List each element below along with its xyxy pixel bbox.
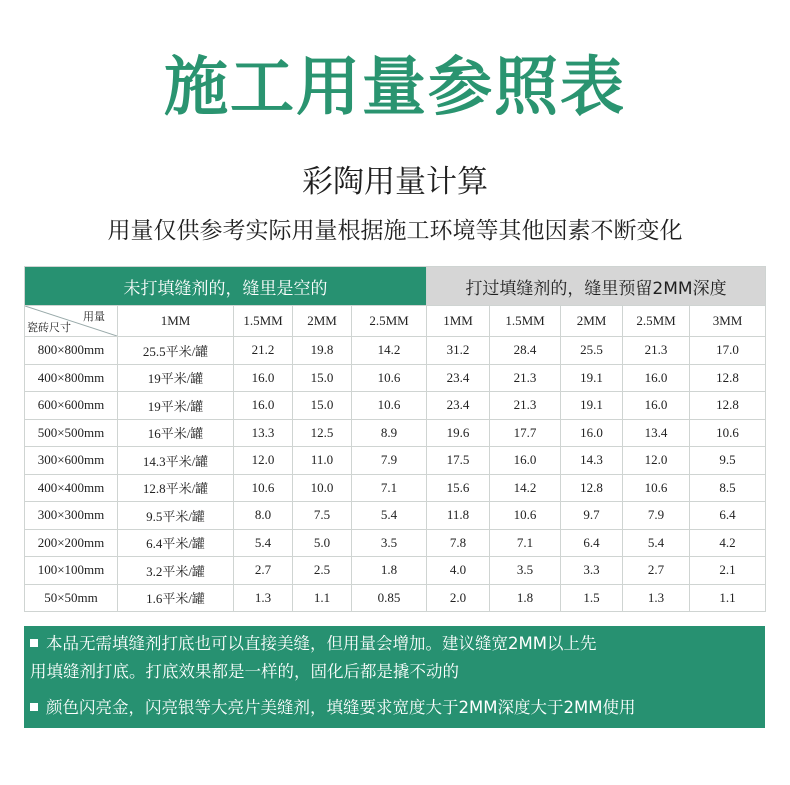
value-cell: 19.1 bbox=[561, 364, 623, 392]
disclaimer-text: 用量仅供参考实际用量根据施工环境等其他因素不断变化 bbox=[107, 218, 683, 244]
value-cell: 16平米/罐 bbox=[118, 419, 234, 447]
value-cell: 1.8 bbox=[490, 584, 561, 612]
corner-label-tile-size: 瓷砖尺寸 bbox=[27, 321, 71, 334]
value-cell: 19.6 bbox=[427, 419, 490, 447]
value-cell: 19平米/罐 bbox=[118, 364, 234, 392]
tile-size-cell: 50×50mm bbox=[25, 584, 118, 612]
notes-panel bbox=[24, 626, 765, 728]
note-text: 本品无需填缝剂打底也可以直接美缝，但用量会增加。建议缝宽2MM以上先 bbox=[46, 634, 597, 653]
value-cell: 1.8 bbox=[352, 557, 427, 585]
value-cell: 19.8 bbox=[293, 337, 352, 365]
column-header-row bbox=[25, 306, 766, 337]
note-item bbox=[30, 694, 635, 722]
value-cell: 15.6 bbox=[427, 474, 490, 502]
value-cell: 7.1 bbox=[352, 474, 427, 502]
value-cell: 3.5 bbox=[490, 557, 561, 585]
value-cell: 15.0 bbox=[293, 392, 352, 420]
value-cell: 25.5平米/罐 bbox=[118, 337, 234, 365]
tile-size-cell: 600×600mm bbox=[25, 392, 118, 420]
corner-label-usage: 用量 bbox=[83, 310, 105, 323]
value-cell: 1.5 bbox=[561, 584, 623, 612]
value-cell: 17.5 bbox=[427, 447, 490, 475]
value-cell: 1.1 bbox=[293, 584, 352, 612]
value-cell: 6.4平米/罐 bbox=[118, 529, 234, 557]
value-cell: 6.4 bbox=[690, 502, 766, 530]
value-cell: 7.9 bbox=[623, 502, 690, 530]
value-cell: 21.3 bbox=[490, 364, 561, 392]
value-cell: 12.5 bbox=[293, 419, 352, 447]
value-cell: 21.3 bbox=[490, 392, 561, 420]
value-cell: 10.0 bbox=[293, 474, 352, 502]
value-cell: 19平米/罐 bbox=[118, 392, 234, 420]
value-cell: 16.0 bbox=[623, 392, 690, 420]
table-row bbox=[25, 419, 766, 447]
value-cell: 25.5 bbox=[561, 337, 623, 365]
value-cell: 16.0 bbox=[234, 364, 293, 392]
value-cell: 3.5 bbox=[352, 529, 427, 557]
table-row bbox=[25, 447, 766, 475]
value-cell: 13.4 bbox=[623, 419, 690, 447]
table-row bbox=[25, 392, 766, 420]
value-cell: 3.2平米/罐 bbox=[118, 557, 234, 585]
tile-size-cell: 300×600mm bbox=[25, 447, 118, 475]
note-item-continuation bbox=[30, 658, 459, 686]
page-title: 施工用量参照表 bbox=[164, 51, 626, 125]
column-header: 2MM bbox=[561, 306, 623, 337]
value-cell: 0.85 bbox=[352, 584, 427, 612]
value-cell: 3.3 bbox=[561, 557, 623, 585]
value-cell: 11.0 bbox=[293, 447, 352, 475]
value-cell: 23.4 bbox=[427, 364, 490, 392]
value-cell: 1.3 bbox=[234, 584, 293, 612]
column-header: 2MM bbox=[293, 306, 352, 337]
tile-size-cell: 300×300mm bbox=[25, 502, 118, 530]
group-header-unfilled: 未打填缝剂的，缝里是空的 bbox=[25, 267, 427, 306]
bullet-icon bbox=[30, 703, 38, 711]
value-cell: 6.4 bbox=[561, 529, 623, 557]
value-cell: 17.0 bbox=[690, 337, 766, 365]
column-header: 2.5MM bbox=[623, 306, 690, 337]
value-cell: 13.3 bbox=[234, 419, 293, 447]
value-cell: 10.6 bbox=[234, 474, 293, 502]
table-row bbox=[25, 364, 766, 392]
value-cell: 2.1 bbox=[690, 557, 766, 585]
column-header: 1.5MM bbox=[234, 306, 293, 337]
value-cell: 4.2 bbox=[690, 529, 766, 557]
value-cell: 16.0 bbox=[561, 419, 623, 447]
value-cell: 31.2 bbox=[427, 337, 490, 365]
table-row bbox=[25, 337, 766, 365]
value-cell: 16.0 bbox=[623, 364, 690, 392]
value-cell: 2.7 bbox=[623, 557, 690, 585]
value-cell: 2.5 bbox=[293, 557, 352, 585]
value-cell: 2.0 bbox=[427, 584, 490, 612]
group-header-prefilled: 打过填缝剂的，缝里预留2MM深度 bbox=[427, 267, 766, 306]
table-row bbox=[25, 474, 766, 502]
value-cell: 21.3 bbox=[623, 337, 690, 365]
note-text: 用填缝剂打底。打底效果都是一样的，固化后都是撬不动的 bbox=[30, 662, 459, 681]
value-cell: 10.6 bbox=[352, 364, 427, 392]
column-header: 2.5MM bbox=[352, 306, 427, 337]
value-cell: 15.0 bbox=[293, 364, 352, 392]
table-row bbox=[25, 557, 766, 585]
column-header: 1MM bbox=[427, 306, 490, 337]
value-cell: 5.4 bbox=[352, 502, 427, 530]
value-cell: 5.0 bbox=[293, 529, 352, 557]
value-cell: 28.4 bbox=[490, 337, 561, 365]
value-cell: 9.5平米/罐 bbox=[118, 502, 234, 530]
bullet-icon bbox=[30, 639, 38, 647]
value-cell: 14.2 bbox=[490, 474, 561, 502]
tile-size-cell: 400×800mm bbox=[25, 364, 118, 392]
value-cell: 12.0 bbox=[234, 447, 293, 475]
value-cell: 12.0 bbox=[623, 447, 690, 475]
value-cell: 12.8 bbox=[561, 474, 623, 502]
value-cell: 14.2 bbox=[352, 337, 427, 365]
tile-size-cell: 100×100mm bbox=[25, 557, 118, 585]
value-cell: 8.0 bbox=[234, 502, 293, 530]
value-cell: 1.6平米/罐 bbox=[118, 584, 234, 612]
tile-size-cell: 800×800mm bbox=[25, 337, 118, 365]
value-cell: 7.5 bbox=[293, 502, 352, 530]
note-text: 颜色闪亮金，闪亮银等大亮片美缝剂，填缝要求宽度大于2MM深度大于2MM使用 bbox=[46, 698, 636, 717]
column-header: 1.5MM bbox=[490, 306, 561, 337]
value-cell: 8.5 bbox=[690, 474, 766, 502]
value-cell: 1.1 bbox=[690, 584, 766, 612]
value-cell: 23.4 bbox=[427, 392, 490, 420]
value-cell: 10.6 bbox=[352, 392, 427, 420]
value-cell: 1.3 bbox=[623, 584, 690, 612]
note-item bbox=[30, 630, 596, 658]
table-row bbox=[25, 584, 766, 612]
column-header: 3MM bbox=[690, 306, 766, 337]
value-cell: 11.8 bbox=[427, 502, 490, 530]
value-cell: 12.8 bbox=[690, 392, 766, 420]
value-cell: 12.8 bbox=[690, 364, 766, 392]
value-cell: 2.7 bbox=[234, 557, 293, 585]
value-cell: 17.7 bbox=[490, 419, 561, 447]
value-cell: 7.1 bbox=[490, 529, 561, 557]
value-cell: 14.3平米/罐 bbox=[118, 447, 234, 475]
value-cell: 21.2 bbox=[234, 337, 293, 365]
value-cell: 12.8平米/罐 bbox=[118, 474, 234, 502]
value-cell: 8.9 bbox=[352, 419, 427, 447]
tile-size-cell: 500×500mm bbox=[25, 419, 118, 447]
corner-header bbox=[25, 306, 118, 337]
value-cell: 9.7 bbox=[561, 502, 623, 530]
value-cell: 5.4 bbox=[234, 529, 293, 557]
value-cell: 7.9 bbox=[352, 447, 427, 475]
table-row bbox=[25, 529, 766, 557]
value-cell: 7.8 bbox=[427, 529, 490, 557]
page-subtitle: 彩陶用量计算 bbox=[302, 164, 488, 200]
value-cell: 9.5 bbox=[690, 447, 766, 475]
tile-size-cell: 200×200mm bbox=[25, 529, 118, 557]
value-cell: 16.0 bbox=[234, 392, 293, 420]
value-cell: 10.6 bbox=[623, 474, 690, 502]
tile-size-cell: 400×400mm bbox=[25, 474, 118, 502]
value-cell: 4.0 bbox=[427, 557, 490, 585]
value-cell: 16.0 bbox=[490, 447, 561, 475]
value-cell: 5.4 bbox=[623, 529, 690, 557]
usage-table bbox=[24, 266, 766, 612]
value-cell: 10.6 bbox=[490, 502, 561, 530]
table-row bbox=[25, 502, 766, 530]
column-header: 1MM bbox=[118, 306, 234, 337]
value-cell: 10.6 bbox=[690, 419, 766, 447]
value-cell: 19.1 bbox=[561, 392, 623, 420]
value-cell: 14.3 bbox=[561, 447, 623, 475]
